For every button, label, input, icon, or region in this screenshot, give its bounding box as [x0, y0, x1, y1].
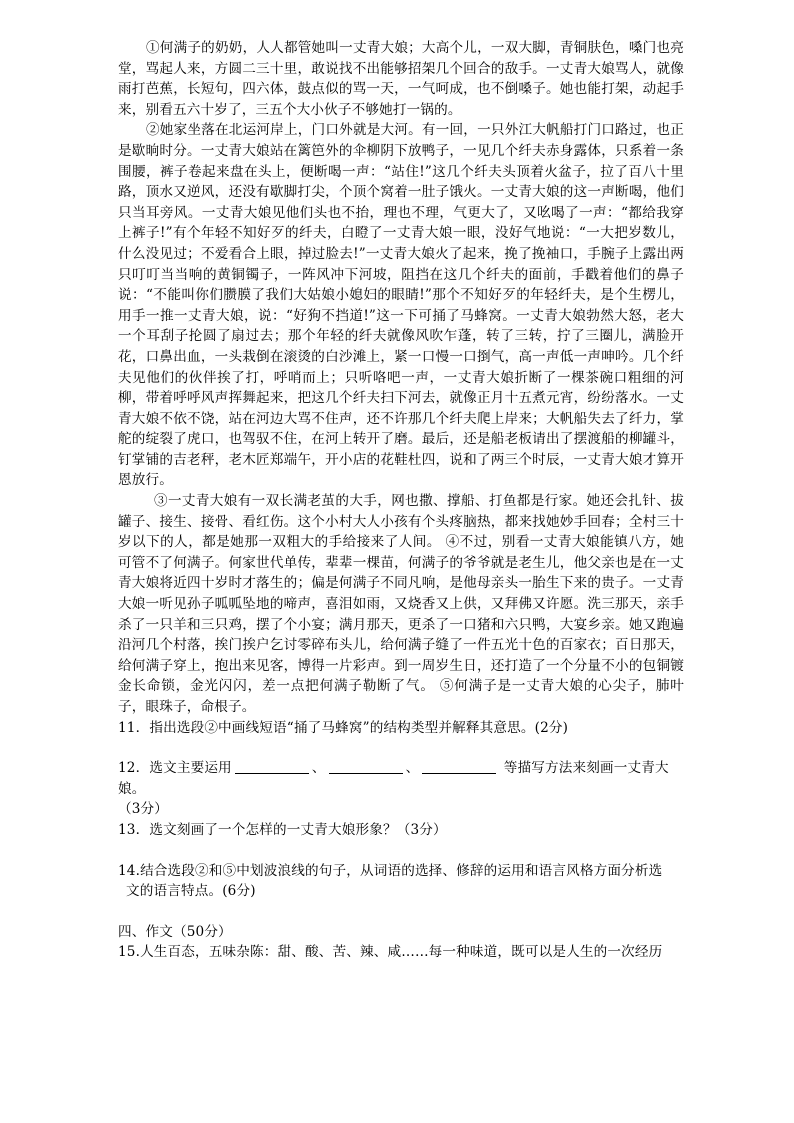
document-page: [118, 38, 684, 963]
question-12-score: （3分）: [118, 801, 169, 818]
question-11: 11．指出选段②中画线短语“捅了马蜂窝”的结构类型并解释其意思。(2分): [118, 719, 569, 736]
question-13: 13．选文刻画了一个怎样的一丈青大娘形象？（3分）: [118, 821, 447, 838]
question-14-line-1: 14.结合选段②和⑤中划波浪线的句子，从词语的选择、修辞的运用和语言风格方面分析选: [118, 862, 663, 879]
question-12-suffix: 等描写方法来刻画一丈青大娘。: [118, 760, 669, 797]
spacer: [118, 841, 684, 861]
question-12-prefix: 12．选文主要运用: [118, 760, 232, 777]
passage-paragraph-3: ③一丈青大娘有一双长满老茧的大手，网也撒、撑船、打鱼都是行家。她还会扎针、拔罐子、接生、接骨、看红伤。这个小村大人小孩有个头疼脑热，都来找她妙手回春；全村三十岁以下的人，都是她那一双粗大的手给接来了人间。 ④不过，别看一丈青大娘能镇八方，她可管不了何满子。何家世代单传，辈辈一棵苗，何满子的爷爷就是老生儿，他父亲也是在一丈青大娘将近四十岁时才落生的；偏是何满子不同凡响，是他母亲头一胎生下来的贵子。一丈青大娘一听见孙子呱呱坠地的啼声，喜泪如雨，又烧香又上供，又拜佛又许愿。洗三那天，亲手杀了一只羊和三只鸡，摆了个小宴；满月那天，更杀了一口猪和六只鸭，大宴乡亲。她又跑遍沿河几个村落，挨门挨户乞讨零碎布头儿，给何满子缝了一件五光十色的百家衣；百日那天，给何满子穿上，抱出来见客，博得一片彩声。到一周岁生日，还打造了一个分量不小的包铜镀金长命锁，金光闪闪，差一点把何满子勒断了气。 ⑤何满子是一丈青大娘的心尖子，肺叶子，眼珠子，命根子。: [118, 493, 684, 715]
section-4-heading: 四、作文（50分）: [118, 923, 232, 940]
answer-blank-2[interactable]: [329, 759, 403, 774]
answer-blank-3[interactable]: [422, 759, 496, 774]
question-15: 15.人生百态，五味杂陈：甜、酸、苦、辣、咸……每一种味道，既可以是人生的一次经历: [118, 944, 663, 961]
separator: 、: [405, 760, 420, 777]
spacer: [118, 902, 684, 922]
passage-paragraph-2: ②她家坐落在北运河岸上，门口外就是大河。有一回，一只外江大帆船打门口路过，也正是歇晌时分。一丈青大娘站在篱笆外的伞柳阴下放鸭子，一见几个纤夫赤身露体，只系着一条围腰，裤子卷起来盘在头上，便断喝一声：“站住!”这几个纤夫头顶着火盆子，拉了百八十里路，顶水又逆风，还没有歇脚打尖，个顶个窝着一肚子饿火。一丈青大娘的这一声断喝，他们只当耳旁风。一丈青大娘见他们头也不抬，理也不理，气更大了，又吆喝了一声：“都给我穿上裤子!”有个年轻不知好歹的纤夫，白瞪了一丈青大娘一眼，没好气地说：“一大把岁数儿，什么没见过；不爱看合上眼，掉过脸去!”一丈青大娘火了起来，挽了挽袖口，手腕子上露出两只叮叮当当响的黄铜镯子，一阵风冲下河坡，阻挡在这几个纤夫的面前，手戳着他们的鼻子说：“不能叫你们臜膜了我们大姑娘小媳妇的眼睛!”那个不知好歹的年轻纤夫，是个生楞儿，用手一推一丈青大娘，说：“好狗不挡道!”这一下可捅了马蜂窝。一丈青大娘勃然大怒，老大一个耳刮子抡圆了扇过去；那个年轻的纤夫就像风吹乍蓬，转了三转，拧了三圈儿，满脸开花，口鼻出血，一头栽倒在滚烫的白沙滩上，紧一口慢一口捯气，高一声低一声呻吟。几个纤夫见他们的伙伴挨了打，呼哨而上；只听咯吧一声，一丈青大娘折断了一棵茶碗口粗细的河柳，带着呼呼风声挥舞起来，把这几个纤夫扫下河去，就像正月十五煮元宵，纷纷落水。一丈青大娘不依不饶，站在河边大骂不住声，还不许那几个纤夫爬上岸来；大帆船失去了纤力，掌舵的绽裂了虎口，也驾驭不住，在河上转开了磨。最后，还是船老板请出了摆渡船的柳罐斗，钉掌铺的吉老秤，老木匠郑端午，开小店的花鞋杜四，说和了两三个时辰，一丈青大娘才算开恩放行。: [118, 122, 684, 489]
question-12: [118, 758, 684, 799]
separator: 、: [311, 760, 326, 777]
spacer: [118, 738, 684, 758]
question-14-line-2: 文的语言特点。(6分): [126, 883, 256, 900]
answer-blank-1[interactable]: [235, 759, 309, 774]
passage-paragraph-1: ①何满子的奶奶，人人都管她叫一丈青大娘；大高个儿，一双大脚，青铜肤色，嗓门也亮堂，骂起人来，方圆二三十里，敢说找不出能够招架几个回合的敌手。一丈青大娘骂人，就像雨打芭蕉，长短句，四六体，鼓点似的骂一天，一气呵成，也不倒嗓子。她也能打架，动起手来，别看五六十岁了，三五个大小伙子不够她打一锅的。: [118, 40, 684, 118]
